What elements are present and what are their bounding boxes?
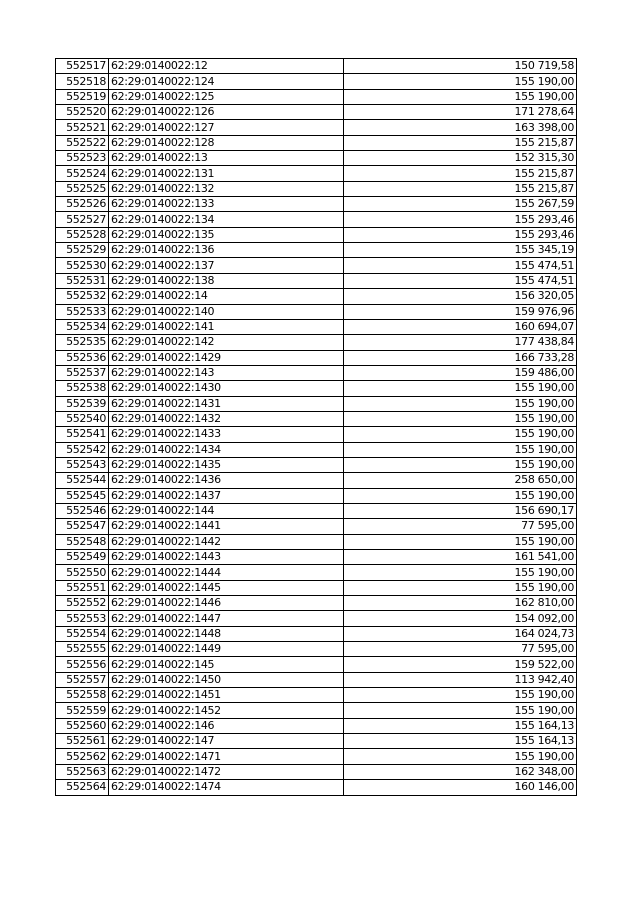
cadastral-number-cell: 62:29:0140022:1443	[109, 550, 344, 565]
table-row	[56, 749, 577, 764]
value-cell: 155 215,87	[344, 181, 577, 196]
row-id-cell: 552522	[56, 135, 109, 150]
table-row	[56, 197, 577, 212]
table-row	[56, 611, 577, 626]
cadastral-number-cell: 62:29:0140022:143	[109, 365, 344, 380]
value-cell: 159 522,00	[344, 657, 577, 672]
value-cell: 155 190,00	[344, 381, 577, 396]
row-id-cell: 552552	[56, 596, 109, 611]
table-row	[56, 688, 577, 703]
table-row	[56, 74, 577, 89]
table-row	[56, 289, 577, 304]
cadastral-number-cell: 62:29:0140022:1433	[109, 427, 344, 442]
value-cell: 155 190,00	[344, 580, 577, 595]
value-cell: 113 942,40	[344, 672, 577, 687]
value-cell: 156 320,05	[344, 289, 577, 304]
table-row	[56, 59, 577, 74]
cadastral-number-cell: 62:29:0140022:1450	[109, 672, 344, 687]
value-cell: 258 650,00	[344, 473, 577, 488]
cadastral-number-cell: 62:29:0140022:125	[109, 89, 344, 104]
cadastral-number-cell: 62:29:0140022:1452	[109, 703, 344, 718]
table-row	[56, 734, 577, 749]
row-id-cell: 552521	[56, 120, 109, 135]
cadastral-number-cell: 62:29:0140022:147	[109, 734, 344, 749]
table-row	[56, 626, 577, 641]
value-cell: 155 190,00	[344, 74, 577, 89]
row-id-cell: 552548	[56, 534, 109, 549]
value-cell: 150 719,58	[344, 59, 577, 74]
row-id-cell: 552538	[56, 381, 109, 396]
cadastral-number-cell: 62:29:0140022:1449	[109, 642, 344, 657]
value-cell: 155 190,00	[344, 427, 577, 442]
row-id-cell: 552547	[56, 519, 109, 534]
row-id-cell: 552564	[56, 780, 109, 795]
value-cell: 77 595,00	[344, 519, 577, 534]
row-id-cell: 552544	[56, 473, 109, 488]
table-row	[56, 457, 577, 472]
row-id-cell: 552546	[56, 503, 109, 518]
cadastral-number-cell: 62:29:0140022:1446	[109, 596, 344, 611]
value-cell: 155 190,00	[344, 411, 577, 426]
value-cell: 163 398,00	[344, 120, 577, 135]
table-row	[56, 718, 577, 733]
value-cell: 155 190,00	[344, 534, 577, 549]
cadastral-number-cell: 62:29:0140022:1445	[109, 580, 344, 595]
row-id-cell: 552553	[56, 611, 109, 626]
row-id-cell: 552545	[56, 488, 109, 503]
row-id-cell: 552555	[56, 642, 109, 657]
row-id-cell: 552536	[56, 350, 109, 365]
value-cell: 155 164,13	[344, 718, 577, 733]
row-id-cell: 552559	[56, 703, 109, 718]
value-cell: 155 345,19	[344, 243, 577, 258]
row-id-cell: 552530	[56, 258, 109, 273]
table-row	[56, 488, 577, 503]
cadastral-number-cell: 62:29:0140022:1447	[109, 611, 344, 626]
row-id-cell: 552540	[56, 411, 109, 426]
row-id-cell: 552528	[56, 227, 109, 242]
row-id-cell: 552523	[56, 151, 109, 166]
cadastral-number-cell: 62:29:0140022:135	[109, 227, 344, 242]
value-cell: 159 486,00	[344, 365, 577, 380]
row-id-cell: 552524	[56, 166, 109, 181]
value-cell: 152 315,30	[344, 151, 577, 166]
row-id-cell: 552519	[56, 89, 109, 104]
cadastral-number-cell: 62:29:0140022:134	[109, 212, 344, 227]
cadastral-number-cell: 62:29:0140022:1435	[109, 457, 344, 472]
table-row	[56, 565, 577, 580]
row-id-cell: 552542	[56, 442, 109, 457]
value-cell: 155 474,51	[344, 258, 577, 273]
cadastral-number-cell: 62:29:0140022:142	[109, 335, 344, 350]
value-cell: 156 690,17	[344, 503, 577, 518]
table-row	[56, 304, 577, 319]
value-cell: 177 438,84	[344, 335, 577, 350]
value-cell: 162 810,00	[344, 596, 577, 611]
cadastral-number-cell: 62:29:0140022:1471	[109, 749, 344, 764]
row-id-cell: 552549	[56, 550, 109, 565]
value-cell: 155 190,00	[344, 703, 577, 718]
value-cell: 155 215,87	[344, 135, 577, 150]
table-row	[56, 427, 577, 442]
row-id-cell: 552517	[56, 59, 109, 74]
table-row	[56, 780, 577, 795]
row-id-cell: 552527	[56, 212, 109, 227]
cadastral-number-cell: 62:29:0140022:1432	[109, 411, 344, 426]
table-row	[56, 764, 577, 779]
value-cell: 161 541,00	[344, 550, 577, 565]
cadastral-number-cell: 62:29:0140022:1472	[109, 764, 344, 779]
value-cell: 155 474,51	[344, 273, 577, 288]
value-cell: 159 976,96	[344, 304, 577, 319]
cadastral-number-cell: 62:29:0140022:138	[109, 273, 344, 288]
row-id-cell: 552541	[56, 427, 109, 442]
value-cell: 155 293,46	[344, 227, 577, 242]
value-cell: 166 733,28	[344, 350, 577, 365]
cadastral-number-cell: 62:29:0140022:1436	[109, 473, 344, 488]
value-cell: 155 293,46	[344, 212, 577, 227]
table-row	[56, 335, 577, 350]
value-cell: 155 190,00	[344, 396, 577, 411]
value-cell: 77 595,00	[344, 642, 577, 657]
row-id-cell: 552532	[56, 289, 109, 304]
value-cell: 155 190,00	[344, 565, 577, 580]
cadastral-number-cell: 62:29:0140022:137	[109, 258, 344, 273]
table-row	[56, 642, 577, 657]
table-row	[56, 672, 577, 687]
table-row	[56, 243, 577, 258]
table-row	[56, 135, 577, 150]
value-cell: 155 190,00	[344, 688, 577, 703]
cadastral-number-cell: 62:29:0140022:133	[109, 197, 344, 212]
value-cell: 155 164,13	[344, 734, 577, 749]
value-cell: 155 190,00	[344, 442, 577, 457]
cadastral-number-cell: 62:29:0140022:140	[109, 304, 344, 319]
table-row	[56, 273, 577, 288]
table-row	[56, 166, 577, 181]
row-id-cell: 552525	[56, 181, 109, 196]
cadastral-number-cell: 62:29:0140022:146	[109, 718, 344, 733]
value-cell: 155 190,00	[344, 457, 577, 472]
table-row	[56, 596, 577, 611]
value-cell: 171 278,64	[344, 105, 577, 120]
cadastral-number-cell: 62:29:0140022:145	[109, 657, 344, 672]
row-id-cell: 552561	[56, 734, 109, 749]
table-row	[56, 212, 577, 227]
row-id-cell: 552560	[56, 718, 109, 733]
cadastral-number-cell: 62:29:0140022:1451	[109, 688, 344, 703]
table-row	[56, 442, 577, 457]
value-cell: 164 024,73	[344, 626, 577, 641]
cadastral-number-cell: 62:29:0140022:1431	[109, 396, 344, 411]
row-id-cell: 552554	[56, 626, 109, 641]
value-cell: 154 092,00	[344, 611, 577, 626]
table-row	[56, 703, 577, 718]
value-cell: 155 215,87	[344, 166, 577, 181]
table-body	[56, 59, 577, 796]
row-id-cell: 552526	[56, 197, 109, 212]
table-row	[56, 120, 577, 135]
table-row	[56, 580, 577, 595]
cadastral-value-table	[55, 58, 577, 796]
cadastral-number-cell: 62:29:0140022:1441	[109, 519, 344, 534]
table-row	[56, 411, 577, 426]
row-id-cell: 552534	[56, 319, 109, 334]
table-row	[56, 105, 577, 120]
table-row	[56, 319, 577, 334]
row-id-cell: 552557	[56, 672, 109, 687]
cadastral-number-cell: 62:29:0140022:12	[109, 59, 344, 74]
cadastral-number-cell: 62:29:0140022:141	[109, 319, 344, 334]
cadastral-number-cell: 62:29:0140022:1437	[109, 488, 344, 503]
table-row	[56, 151, 577, 166]
row-id-cell: 552558	[56, 688, 109, 703]
value-cell: 155 190,00	[344, 89, 577, 104]
table-row	[56, 473, 577, 488]
cadastral-number-cell: 62:29:0140022:124	[109, 74, 344, 89]
row-id-cell: 552533	[56, 304, 109, 319]
value-cell: 160 694,07	[344, 319, 577, 334]
row-id-cell: 552563	[56, 764, 109, 779]
cadastral-number-cell: 62:29:0140022:1474	[109, 780, 344, 795]
cadastral-number-cell: 62:29:0140022:1442	[109, 534, 344, 549]
table-row	[56, 381, 577, 396]
cadastral-number-cell: 62:29:0140022:13	[109, 151, 344, 166]
row-id-cell: 552518	[56, 74, 109, 89]
table-row	[56, 258, 577, 273]
value-cell: 155 190,00	[344, 749, 577, 764]
cadastral-number-cell: 62:29:0140022:131	[109, 166, 344, 181]
value-cell: 155 267,59	[344, 197, 577, 212]
row-id-cell: 552551	[56, 580, 109, 595]
row-id-cell: 552537	[56, 365, 109, 380]
table-row	[56, 227, 577, 242]
cadastral-number-cell: 62:29:0140022:144	[109, 503, 344, 518]
table-row	[56, 365, 577, 380]
row-id-cell: 552535	[56, 335, 109, 350]
row-id-cell: 552562	[56, 749, 109, 764]
cadastral-number-cell: 62:29:0140022:14	[109, 289, 344, 304]
value-cell: 162 348,00	[344, 764, 577, 779]
cadastral-number-cell: 62:29:0140022:1430	[109, 381, 344, 396]
cadastral-number-cell: 62:29:0140022:128	[109, 135, 344, 150]
cadastral-number-cell: 62:29:0140022:136	[109, 243, 344, 258]
row-id-cell: 552520	[56, 105, 109, 120]
row-id-cell: 552543	[56, 457, 109, 472]
table-row	[56, 550, 577, 565]
table-row	[56, 350, 577, 365]
cadastral-number-cell: 62:29:0140022:1448	[109, 626, 344, 641]
cadastral-number-cell: 62:29:0140022:127	[109, 120, 344, 135]
cadastral-number-cell: 62:29:0140022:1444	[109, 565, 344, 580]
row-id-cell: 552550	[56, 565, 109, 580]
cadastral-number-cell: 62:29:0140022:1429	[109, 350, 344, 365]
table-row	[56, 519, 577, 534]
row-id-cell: 552556	[56, 657, 109, 672]
table-row	[56, 534, 577, 549]
value-cell: 160 146,00	[344, 780, 577, 795]
row-id-cell: 552529	[56, 243, 109, 258]
value-cell: 155 190,00	[344, 488, 577, 503]
table-row	[56, 503, 577, 518]
table-row	[56, 181, 577, 196]
table-row	[56, 89, 577, 104]
cadastral-number-cell: 62:29:0140022:132	[109, 181, 344, 196]
table-row	[56, 396, 577, 411]
cadastral-number-cell: 62:29:0140022:126	[109, 105, 344, 120]
cadastral-number-cell: 62:29:0140022:1434	[109, 442, 344, 457]
row-id-cell: 552539	[56, 396, 109, 411]
table-row	[56, 657, 577, 672]
row-id-cell: 552531	[56, 273, 109, 288]
